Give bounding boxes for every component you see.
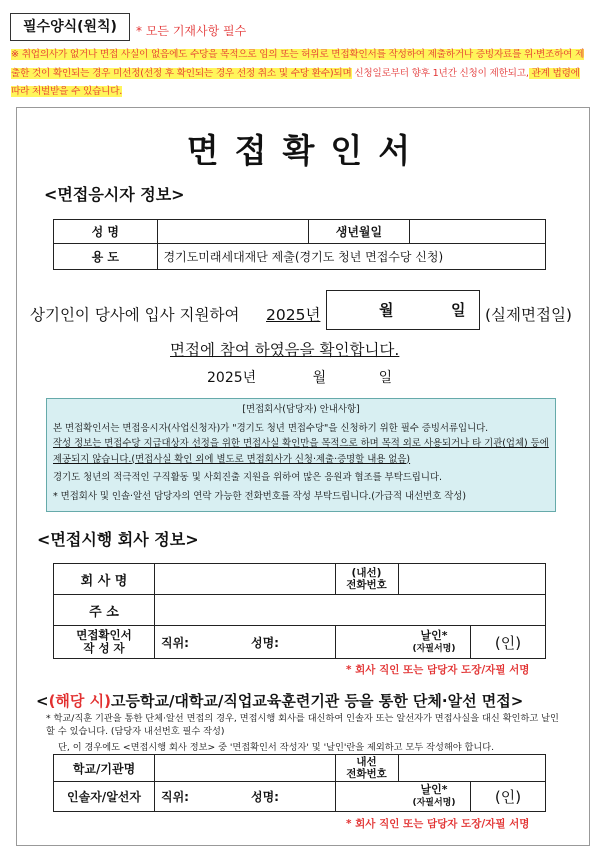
company-name-label: 회 사 명 <box>54 564 155 595</box>
warning-highlight-1: ※ 취업의사가 없거나 면접 사실이 없음에도 수당을 목적으로 임의 또는 허위로 면접확인서를 작성하여 제출하거나 증빙자료를 위·변조하여 제출한 것이 확인되는 경우 미선정(선정 후 확인되는 경우 선정 취소 및 수당 환수)되며 <box>11 49 585 79</box>
name-label: 성 명 <box>54 220 158 244</box>
company-name-input[interactable] <box>155 564 336 595</box>
guide-seal-mark[interactable]: (인) <box>471 782 546 812</box>
statement-pre: 상기인이 당사에 입사 지원하여 <box>30 306 240 324</box>
guide-name[interactable]: 성명: <box>247 782 335 812</box>
notice-box <box>46 398 556 512</box>
confirm-month: 월 <box>312 370 327 386</box>
school-label: 학교/기관명 <box>54 755 155 782</box>
group-phone-label-1: 내선 <box>356 756 377 768</box>
notice-line-4: * 면접회사 및 인솔·알선 담당자의 연락 가능한 전화번호를 작성 부탁드립니다.(가급적 내선번호 작성) <box>53 490 466 502</box>
applicant-table <box>53 219 546 270</box>
statement-line2-text: 면접에 참여 하였음을 확인합니다. <box>170 341 400 359</box>
company-table <box>53 563 546 659</box>
warning-plain: 신청일로부터 향후 1년간 신청이 제한되고, <box>351 67 529 79</box>
group-desc-1: * 학교/직훈 기관을 통한 단체·알선 면접의 경우, 면접시행 회사를 대신하여 인솔자 또는 알선자가 면접사실을 대신 확인하고 날인할 수 있습니다. (담당자 내선번호 필수 작성) <box>46 713 559 737</box>
purpose-label: 용 도 <box>54 244 158 270</box>
interview-date-box[interactable] <box>326 290 480 330</box>
writer-name[interactable]: 성명: <box>247 626 335 659</box>
company-seal-note: * 회사 직인 또는 담당자 도장/자필 서명 <box>346 664 530 676</box>
confirm-year: 2025년 <box>207 370 257 386</box>
statement-year: 2025년 <box>266 306 321 324</box>
writer-seal-mark[interactable]: (인) <box>471 626 546 659</box>
writer-seal-label-1: 날인* <box>420 628 448 642</box>
confirm-day: 일 <box>378 370 393 386</box>
company-phone-label-2: 전화번호 <box>346 579 387 591</box>
day-label: 일 <box>451 301 466 319</box>
notice-title: [면접회사(담당자) 안내사항] <box>242 404 360 415</box>
required-form-tag: 필수양식(원칙) <box>10 13 130 41</box>
guide-seal-label <box>398 782 471 812</box>
statement-line2 <box>170 338 399 360</box>
company-address-input[interactable] <box>155 595 546 626</box>
guide-seal-sub: (자필서명) <box>412 798 456 808</box>
group-section-title <box>36 690 523 711</box>
writer-label-1: 면접확인서 <box>76 628 132 642</box>
purpose-value: 경기도미래세대재단 제출(경기도 청년 면접수당 신청) <box>157 244 545 270</box>
warning-text <box>11 46 591 102</box>
birth-label: 생년월일 <box>309 220 409 244</box>
group-phone-label-2: 전화번호 <box>346 768 387 780</box>
required-note: * 모든 기재사항 필수 <box>136 24 247 38</box>
birth-input[interactable] <box>409 220 545 244</box>
statement-post: (실제면접일) <box>485 306 572 324</box>
writer-label-2: 작 성 자 <box>83 641 125 655</box>
guide-seal-label-1: 날인* <box>420 783 448 796</box>
month-label: 월 <box>379 301 394 319</box>
notice-line-1: 본 면접확인서는 면접응시자(사업신청자)가 "경기도 청년 면접수당"을 신청하기 위한 필수 증빙서류입니다. <box>53 422 489 434</box>
notice-line-2b: (면접사실 확인 외에 별도로 면접회사가 신청·제출·증명할 내용 없음) <box>131 453 411 465</box>
guide-label: 인솔자/알선자 <box>54 782 155 812</box>
company-phone-label-1: (내선) <box>351 567 382 579</box>
group-title-rest: 고등학교/대학교/직업교육훈련기관 등을 통한 단체·알선 면접> <box>110 692 524 710</box>
writer-position[interactable]: 직위: <box>155 626 248 659</box>
confirm-date <box>207 367 392 387</box>
writer-seal-label <box>398 626 471 659</box>
school-input[interactable] <box>155 755 336 782</box>
group-seal-note: * 회사 직인 또는 담당자 도장/자필 서명 <box>346 818 530 830</box>
warning-highlight-2: 관계 법령에 따라 처벌받을 수 있습니다. <box>11 67 580 97</box>
applicant-section-title: <면접응시자 정보> <box>44 185 185 204</box>
company-phone-label <box>335 564 398 595</box>
group-title-red: (해당 시) <box>48 692 111 710</box>
notice-line-2a: 작성 정보는 면접수당 지급대상자 선정을 위한 면접사실 확인만을 목적으로 하며 목적 외로 사용되거나 타 기관(업체) 등에 제공되지 않습니다. <box>53 438 549 465</box>
company-section-title: <면접시행 회사 정보> <box>37 530 199 549</box>
writer-seal-sub: (자필서명) <box>412 643 456 654</box>
group-phone-input[interactable] <box>398 755 546 782</box>
group-title-pre: < <box>36 692 49 710</box>
guide-position[interactable]: 직위: <box>155 782 248 812</box>
notice-line-2 <box>53 436 551 467</box>
company-address-label: 주 소 <box>54 595 155 626</box>
writer-label <box>54 626 155 659</box>
notice-line-3: 경기도 청년의 적극적인 구직활동 및 사회진출 지원을 위하여 많은 응원과 협조를 부탁드립니다. <box>53 472 442 483</box>
company-phone-input[interactable] <box>398 564 546 595</box>
group-table <box>53 754 546 812</box>
group-desc-2: 단, 이 경우에도 <면접시행 회사 정보> 중 '면접확인서 작성자' 및 '날인'란을 제외하고 모두 작성해야 합니다. <box>58 742 495 753</box>
group-phone-label <box>335 755 398 782</box>
document-title: 면접확인서 <box>186 131 427 170</box>
name-input[interactable] <box>157 220 309 244</box>
